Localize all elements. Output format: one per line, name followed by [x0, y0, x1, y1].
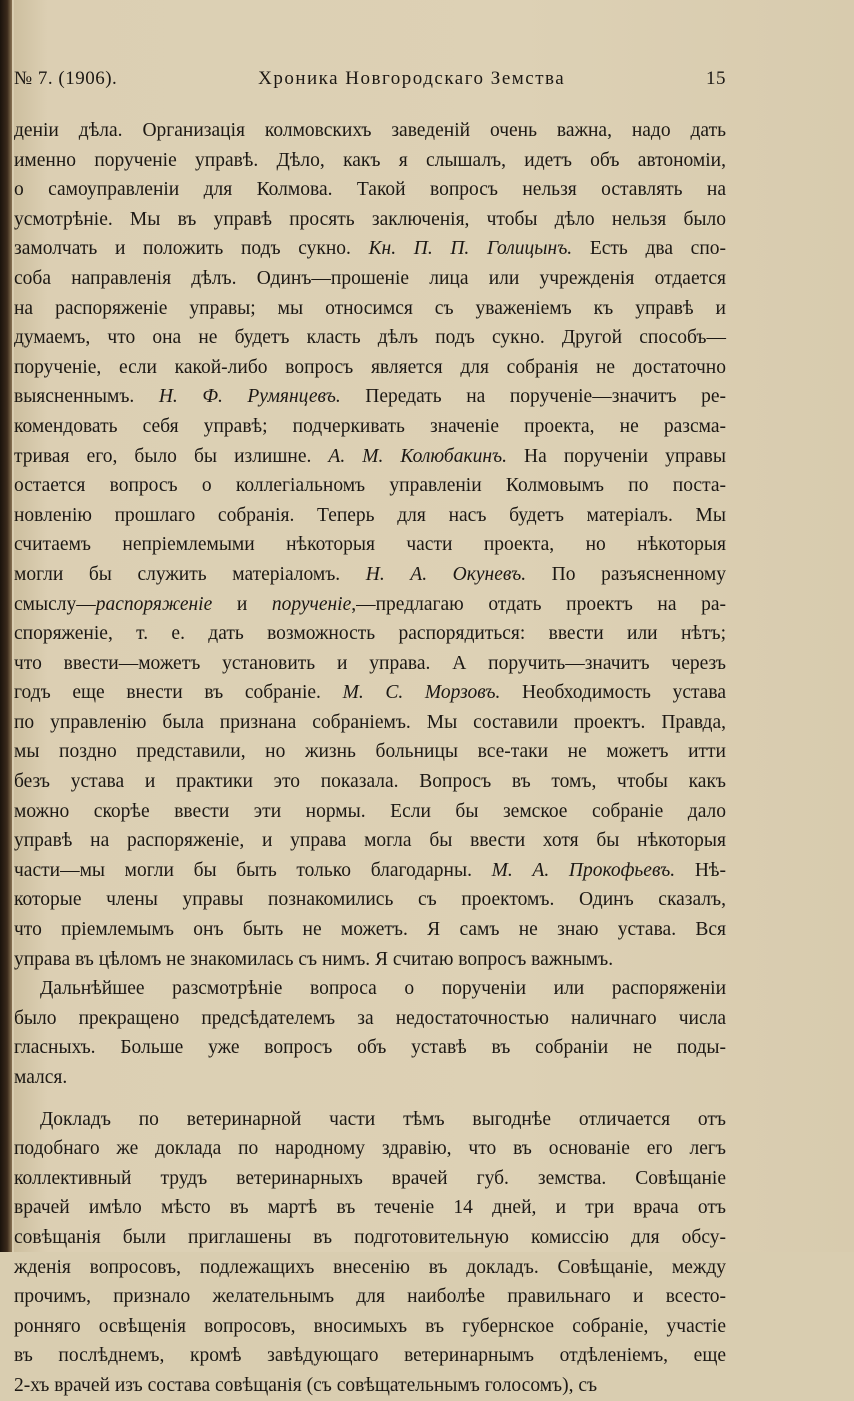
paragraph [14, 974, 726, 1092]
text-line [14, 1371, 726, 1401]
text-run: дeнiи дѣла. Организацiя колмовскихъ заведенiй очень важна, надо дать [14, 120, 726, 141]
speaker-name: порученiе [271, 593, 352, 615]
text-line [14, 323, 726, 353]
text-run: по управленiю была признана собранiемъ. Мы составили проектъ. Правда, [14, 711, 726, 733]
speaker-name: А. М. Колюбакинъ. [328, 445, 507, 467]
text-run: думаемъ, что она не будетъ класть дѣлъ подъ сукно. Другой способъ— [14, 327, 726, 349]
text-run: и [212, 593, 272, 615]
text-run: могли бы служить матерiаломъ. [14, 563, 366, 585]
text-run: можно скорѣе ввести эти нормы. Если бы земское собранiе дало [14, 800, 726, 822]
text-line [14, 234, 726, 264]
speaker-name: М. А. Прокофьевъ. [491, 859, 676, 881]
text-line [14, 708, 726, 738]
text-run: что ввести—можетъ установить и управа. А поручить—значитъ черезъ [14, 652, 726, 674]
text-line [14, 1193, 726, 1223]
text-line [14, 1341, 726, 1371]
text-line [14, 678, 726, 708]
paragraph [14, 116, 726, 974]
text-run: въ послѣднемъ, кромѣ завѣдующаго ветеринарнымъ отдѣленiемъ, еще [14, 1345, 726, 1367]
text-line [14, 619, 726, 649]
speaker-name: Н. Ф. Румянцевъ. [158, 386, 341, 408]
text-line [14, 175, 726, 205]
text-run: остается вопросъ о коллегiальномъ управленiи Колмовымъ по поста- [14, 475, 726, 497]
running-header [14, 68, 726, 90]
text-run: порученiе, если какой-либо вопросъ является для собранiя не достаточно [14, 356, 726, 378]
book-binding-edge [0, 0, 12, 1252]
text-line [14, 294, 726, 324]
text-line [14, 264, 726, 294]
text-run: ронняго освѣщенiя вопросовъ, вносимыхъ въ губернское собранiе, участiе [14, 1315, 726, 1337]
speaker-name: М. С. Морзовъ. [342, 682, 501, 704]
text-line [14, 1004, 726, 1034]
text-run: новленiю прошлаго собранiя. Теперь для насъ будетъ матерiалъ. Мы [14, 504, 726, 526]
text-run: коллективный трудъ ветеринарныхъ врачей губ. земства. Совѣщанiе [14, 1167, 726, 1189]
text-line [14, 501, 726, 531]
journal-title: Хроника Новгородскаго Земства [258, 68, 566, 89]
text-run: соба направленiя дѣлъ. Одинъ—прошенiе лица или учрежденiя отдается [14, 267, 726, 289]
text-line [14, 442, 726, 472]
text-line [14, 560, 726, 590]
text-line [14, 1253, 726, 1283]
text-run: что прiемлемымъ онъ быть не можетъ. Я самъ не знаю устава. Вся [14, 919, 726, 941]
text-run: Передать на порученiе—значитъ ре- [340, 386, 727, 408]
text-line [14, 767, 726, 797]
text-run: смыслу— [14, 593, 96, 615]
text-run: части—мы могли бы быть только благодарны. [14, 859, 492, 881]
text-line [14, 1282, 726, 1312]
text-run: замолчать и положить подъ сукно. [14, 238, 369, 260]
text-line [14, 412, 726, 442]
paragraph-gap [14, 1093, 726, 1105]
text-line [14, 116, 726, 146]
text-run: Дальнѣйшее разсмотрѣнiе вопроса о порученiи или распоряженiи [40, 978, 726, 1000]
text-line [14, 1063, 726, 1093]
text-run: считаемъ непрiемлемыми нѣкоторыя части проекта, но нѣкоторыя [14, 534, 726, 556]
speaker-name: распоряженiе [95, 593, 213, 615]
text-run: жденiя вопросовъ, подлежащихъ внесенiю въ докладъ. Совѣщанiе, между [14, 1256, 726, 1278]
text-run: усмотрѣнiе. Мы въ управѣ просять заключенiя, чтобы дѣло нельзя было [14, 208, 726, 230]
text-run: мался. [14, 1067, 68, 1088]
text-line [14, 471, 726, 501]
page [14, 0, 854, 1396]
text-run: было прекращено предсѣдателемъ за недостаточностью наличнаго числа [14, 1007, 726, 1029]
text-line [14, 856, 726, 886]
text-line [14, 945, 726, 975]
text-line [14, 649, 726, 679]
text-run: По разъясненному [526, 563, 726, 585]
text-run: мы поздно представили, но жизнь больницы все-таки не можетъ итти [14, 741, 726, 763]
text-run: споряженiе, т. е. дать возможность распорядиться: ввести или нѣтъ; [14, 623, 726, 645]
paragraph [14, 1105, 726, 1401]
text-run: ,—предлагаю отдать проектъ на ра- [351, 593, 727, 615]
issue-number: № 7. (1906). [14, 68, 118, 89]
text-line [14, 1105, 726, 1135]
text-run: совѣщанiя были приглашены въ подготовительную комиссiю для обсу- [14, 1226, 726, 1248]
body-text [14, 116, 726, 1401]
speaker-name: Н. А. Окуневъ. [365, 563, 527, 585]
text-line [14, 146, 726, 176]
text-line [14, 737, 726, 767]
text-line [14, 1312, 726, 1342]
text-run: тривая его, было бы излишне. [14, 445, 329, 467]
text-run: выясненнымъ. [14, 386, 159, 408]
text-run: годъ еще внести въ собранiе. [14, 682, 343, 704]
text-run: Докладъ по ветеринарной части тѣмъ выгоднѣе отличается отъ [40, 1108, 726, 1130]
text-line [14, 826, 726, 856]
text-line [14, 1033, 726, 1063]
text-run: именно порученiе управѣ. Дѣло, какъ я слышалъ, идетъ объ автономiи, [14, 149, 726, 171]
text-line [14, 382, 726, 412]
text-line [14, 1223, 726, 1253]
text-run: подобнаго же доклада по народному здравiю, что въ основанiе его легъ [14, 1138, 726, 1160]
text-run: 2-хъ врачей изъ состава совѣщанiя (съ совѣщательнымъ голосомъ), съ [14, 1374, 598, 1396]
text-run: безъ устава и практики это показала. Вопросъ въ томъ, чтобы какъ [14, 771, 726, 793]
text-run: На порученiи управы [507, 445, 726, 467]
text-line [14, 590, 726, 620]
text-line [14, 1164, 726, 1194]
text-line [14, 915, 726, 945]
speaker-name: Кн. П. П. Голицынъ. [368, 238, 573, 260]
text-run: на распоряженiе управы; мы относимся съ уваженiемъ къ управѣ и [14, 297, 726, 319]
text-line [14, 797, 726, 827]
text-run: которые члены управы познакомились съ проектомъ. Одинъ сказалъ, [14, 889, 726, 911]
text-line [14, 1134, 726, 1164]
text-run: комендовать себя управѣ; подчеркивать значенiе проекта, не разсма- [14, 415, 726, 437]
text-run: о самоуправленiи для Колмова. Такой вопросъ нельзя оставлять на [14, 179, 726, 201]
text-run: прочимъ, признало желательнымъ для наиболѣе правильнаго и всесто- [14, 1286, 726, 1308]
text-line [14, 885, 726, 915]
text-run: Нѣ- [675, 859, 726, 881]
text-run: гласныхъ. Больше уже вопросъ объ уставѣ въ собранiи не поды- [14, 1037, 726, 1059]
text-line [14, 205, 726, 235]
text-line [14, 974, 726, 1004]
text-line [14, 530, 726, 560]
text-run: Необходимость устава [500, 682, 726, 704]
text-line [14, 353, 726, 383]
text-run: Есть два спо- [572, 238, 726, 260]
text-run: управа въ цѣломъ не знакомилась съ нимъ. Я считаю вопросъ важнымъ. [14, 948, 614, 970]
page-number: 15 [705, 68, 726, 89]
text-run: врачей имѣло мѣсто въ мартѣ въ теченiе 14 дней, и три врача отъ [14, 1197, 726, 1219]
text-run: управѣ на распоряженiе, и управа могла бы ввести хотя бы нѣкоторыя [14, 830, 726, 852]
